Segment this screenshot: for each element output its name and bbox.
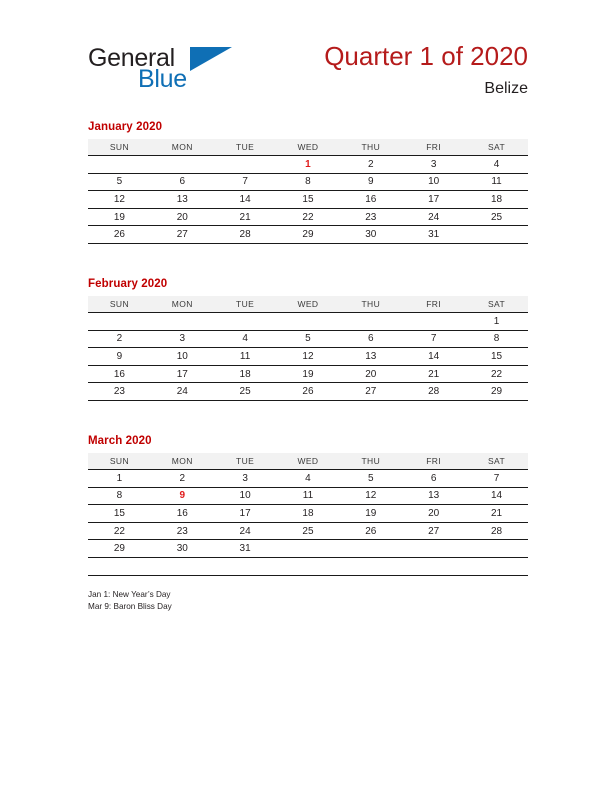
day-cell-empty bbox=[277, 540, 340, 558]
day-cell[interactable]: 7 bbox=[402, 330, 465, 348]
day-cell[interactable]: 20 bbox=[402, 505, 465, 523]
day-cell[interactable]: 6 bbox=[339, 330, 402, 348]
weekday-header-mon: MON bbox=[151, 453, 214, 470]
day-cell-empty bbox=[214, 313, 277, 331]
day-cell-empty bbox=[402, 557, 465, 575]
day-cell[interactable]: 11 bbox=[465, 173, 528, 191]
day-cell[interactable]: 16 bbox=[151, 505, 214, 523]
week-row bbox=[88, 156, 528, 174]
day-cell[interactable]: 1 bbox=[465, 313, 528, 331]
day-cell-empty bbox=[402, 540, 465, 558]
general-blue-logo bbox=[88, 44, 278, 96]
day-cell-empty bbox=[465, 540, 528, 558]
day-cell-holiday[interactable]: 9 bbox=[151, 487, 214, 505]
logo-triangle-icon bbox=[190, 47, 232, 71]
day-cell[interactable]: 21 bbox=[214, 208, 277, 226]
day-cell[interactable]: 30 bbox=[151, 540, 214, 558]
month-calendar-table bbox=[88, 453, 528, 576]
day-cell[interactable]: 13 bbox=[339, 348, 402, 366]
day-cell[interactable]: 7 bbox=[214, 173, 277, 191]
day-cell[interactable]: 14 bbox=[402, 348, 465, 366]
weekday-header-fri: FRI bbox=[402, 453, 465, 470]
week-row bbox=[88, 557, 528, 575]
month-label: January 2020 bbox=[88, 121, 163, 133]
day-cell[interactable]: 12 bbox=[88, 191, 151, 209]
day-cell-empty bbox=[339, 313, 402, 331]
day-cell[interactable]: 19 bbox=[339, 505, 402, 523]
day-cell[interactable]: 27 bbox=[402, 522, 465, 540]
day-cell[interactable]: 18 bbox=[214, 365, 277, 383]
weekday-header-thu: THU bbox=[339, 453, 402, 470]
week-row bbox=[88, 173, 528, 191]
day-cell-empty bbox=[88, 313, 151, 331]
day-cell[interactable]: 8 bbox=[88, 487, 151, 505]
day-cell-holiday[interactable]: 1 bbox=[277, 156, 340, 174]
day-cell[interactable]: 4 bbox=[214, 330, 277, 348]
day-cell[interactable]: 1 bbox=[88, 470, 151, 488]
weekday-header-mon: MON bbox=[151, 296, 214, 313]
day-cell[interactable]: 12 bbox=[339, 487, 402, 505]
day-cell[interactable]: 24 bbox=[151, 383, 214, 401]
day-cell[interactable]: 31 bbox=[214, 540, 277, 558]
day-cell[interactable]: 23 bbox=[339, 208, 402, 226]
day-cell[interactable]: 25 bbox=[214, 383, 277, 401]
day-cell[interactable]: 17 bbox=[214, 505, 277, 523]
weekday-header-sat: SAT bbox=[465, 453, 528, 470]
day-cell[interactable]: 21 bbox=[465, 505, 528, 523]
day-cell[interactable]: 10 bbox=[402, 173, 465, 191]
week-row bbox=[88, 487, 528, 505]
day-cell[interactable]: 28 bbox=[402, 383, 465, 401]
day-cell[interactable]: 4 bbox=[465, 156, 528, 174]
logo-text-blue: Blue bbox=[138, 65, 187, 93]
day-cell[interactable]: 14 bbox=[465, 487, 528, 505]
week-row bbox=[88, 522, 528, 540]
day-cell[interactable]: 26 bbox=[277, 383, 340, 401]
day-cell[interactable]: 22 bbox=[277, 208, 340, 226]
weekday-header-tue: TUE bbox=[214, 453, 277, 470]
weekday-header-tue: TUE bbox=[214, 139, 277, 156]
day-cell[interactable]: 6 bbox=[402, 470, 465, 488]
country-subtitle: Belize bbox=[484, 80, 528, 97]
day-cell-empty bbox=[402, 313, 465, 331]
day-cell[interactable]: 24 bbox=[214, 522, 277, 540]
holiday-footnotes bbox=[88, 589, 528, 613]
day-cell-empty bbox=[151, 313, 214, 331]
week-row bbox=[88, 365, 528, 383]
day-cell[interactable]: 13 bbox=[151, 191, 214, 209]
day-cell[interactable]: 11 bbox=[214, 348, 277, 366]
day-cell[interactable]: 20 bbox=[151, 208, 214, 226]
holiday-footnote: Mar 9: Baron Bliss Day bbox=[88, 602, 172, 612]
day-cell[interactable]: 2 bbox=[339, 156, 402, 174]
day-cell[interactable]: 18 bbox=[277, 505, 340, 523]
week-row bbox=[88, 226, 528, 244]
weekday-header-sat: SAT bbox=[465, 139, 528, 156]
day-cell[interactable]: 27 bbox=[339, 383, 402, 401]
day-cell[interactable]: 9 bbox=[339, 173, 402, 191]
day-cell[interactable]: 5 bbox=[88, 173, 151, 191]
week-row bbox=[88, 470, 528, 488]
day-cell[interactable]: 10 bbox=[214, 487, 277, 505]
day-cell[interactable]: 31 bbox=[402, 226, 465, 244]
weekday-header-fri: FRI bbox=[402, 296, 465, 313]
day-cell[interactable]: 22 bbox=[88, 522, 151, 540]
day-cell[interactable]: 4 bbox=[277, 470, 340, 488]
day-cell[interactable]: 27 bbox=[151, 226, 214, 244]
day-cell[interactable]: 26 bbox=[88, 226, 151, 244]
day-cell[interactable]: 2 bbox=[151, 470, 214, 488]
day-cell-empty bbox=[151, 156, 214, 174]
weekday-header-wed: WED bbox=[277, 453, 340, 470]
weekday-header-mon: MON bbox=[151, 139, 214, 156]
day-cell-empty bbox=[151, 557, 214, 575]
day-cell-empty bbox=[214, 557, 277, 575]
day-cell[interactable]: 8 bbox=[465, 330, 528, 348]
day-cell[interactable]: 28 bbox=[214, 226, 277, 244]
day-cell-empty bbox=[339, 540, 402, 558]
day-cell[interactable]: 9 bbox=[88, 348, 151, 366]
weekday-header-sat: SAT bbox=[465, 296, 528, 313]
day-cell[interactable]: 2 bbox=[88, 330, 151, 348]
week-row bbox=[88, 313, 528, 331]
month-block bbox=[88, 277, 528, 401]
day-cell-empty bbox=[465, 557, 528, 575]
week-row bbox=[88, 383, 528, 401]
title-block bbox=[324, 40, 528, 100]
weekday-header-tue: TUE bbox=[214, 296, 277, 313]
day-cell[interactable]: 28 bbox=[465, 522, 528, 540]
day-cell[interactable]: 15 bbox=[465, 348, 528, 366]
week-row bbox=[88, 540, 528, 558]
weekday-header-sun: SUN bbox=[88, 453, 151, 470]
day-cell-empty bbox=[465, 226, 528, 244]
logo-text-general: General bbox=[88, 44, 175, 72]
holiday-footnote: Jan 1: New Year’s Day bbox=[88, 590, 171, 599]
day-cell[interactable]: 12 bbox=[277, 348, 340, 366]
weekday-header-row bbox=[88, 453, 528, 470]
day-cell[interactable]: 30 bbox=[339, 226, 402, 244]
week-row bbox=[88, 505, 528, 523]
day-cell[interactable]: 11 bbox=[277, 487, 340, 505]
day-cell[interactable]: 3 bbox=[151, 330, 214, 348]
page-header bbox=[0, 0, 612, 110]
day-cell[interactable]: 21 bbox=[402, 365, 465, 383]
day-cell-empty bbox=[88, 156, 151, 174]
weekday-header-wed: WED bbox=[277, 139, 340, 156]
week-row bbox=[88, 348, 528, 366]
week-row bbox=[88, 208, 528, 226]
weekday-header-wed: WED bbox=[277, 296, 340, 313]
weekday-header-row bbox=[88, 139, 528, 156]
month-calendar-table bbox=[88, 296, 528, 401]
day-cell[interactable]: 3 bbox=[402, 156, 465, 174]
day-cell[interactable]: 25 bbox=[465, 208, 528, 226]
day-cell[interactable]: 13 bbox=[402, 487, 465, 505]
weekday-header-sun: SUN bbox=[88, 296, 151, 313]
day-cell[interactable]: 19 bbox=[88, 208, 151, 226]
day-cell[interactable]: 16 bbox=[88, 365, 151, 383]
day-cell[interactable]: 29 bbox=[277, 226, 340, 244]
day-cell-empty bbox=[277, 557, 340, 575]
page-title: Quarter 1 of 2020 bbox=[324, 41, 528, 71]
day-cell[interactable]: 23 bbox=[88, 383, 151, 401]
day-cell[interactable]: 18 bbox=[465, 191, 528, 209]
month-label: March 2020 bbox=[88, 435, 152, 447]
week-row bbox=[88, 330, 528, 348]
month-calendar-table bbox=[88, 139, 528, 244]
day-cell[interactable]: 17 bbox=[151, 365, 214, 383]
day-cell[interactable]: 16 bbox=[339, 191, 402, 209]
day-cell[interactable]: 3 bbox=[214, 470, 277, 488]
weekday-header-row bbox=[88, 296, 528, 313]
day-cell[interactable]: 23 bbox=[151, 522, 214, 540]
month-block bbox=[88, 434, 528, 576]
weekday-header-sun: SUN bbox=[88, 139, 151, 156]
day-cell-empty bbox=[277, 313, 340, 331]
day-cell[interactable]: 8 bbox=[277, 173, 340, 191]
weekday-header-thu: THU bbox=[339, 296, 402, 313]
month-label: February 2020 bbox=[88, 278, 168, 290]
day-cell[interactable]: 17 bbox=[402, 191, 465, 209]
weekday-header-fri: FRI bbox=[402, 139, 465, 156]
month-block bbox=[88, 120, 528, 244]
day-cell-empty bbox=[88, 557, 151, 575]
day-cell[interactable]: 15 bbox=[277, 191, 340, 209]
day-cell[interactable]: 25 bbox=[277, 522, 340, 540]
day-cell-empty bbox=[339, 557, 402, 575]
day-cell[interactable]: 14 bbox=[214, 191, 277, 209]
day-cell[interactable]: 5 bbox=[277, 330, 340, 348]
weekday-header-thu: THU bbox=[339, 139, 402, 156]
day-cell[interactable]: 6 bbox=[151, 173, 214, 191]
day-cell[interactable]: 15 bbox=[88, 505, 151, 523]
day-cell[interactable]: 22 bbox=[465, 365, 528, 383]
day-cell[interactable]: 20 bbox=[339, 365, 402, 383]
day-cell[interactable]: 7 bbox=[465, 470, 528, 488]
day-cell[interactable]: 24 bbox=[402, 208, 465, 226]
day-cell[interactable]: 5 bbox=[339, 470, 402, 488]
day-cell[interactable]: 19 bbox=[277, 365, 340, 383]
day-cell[interactable]: 29 bbox=[88, 540, 151, 558]
week-row bbox=[88, 191, 528, 209]
day-cell[interactable]: 26 bbox=[339, 522, 402, 540]
day-cell[interactable]: 29 bbox=[465, 383, 528, 401]
day-cell[interactable]: 10 bbox=[151, 348, 214, 366]
day-cell-empty bbox=[214, 156, 277, 174]
